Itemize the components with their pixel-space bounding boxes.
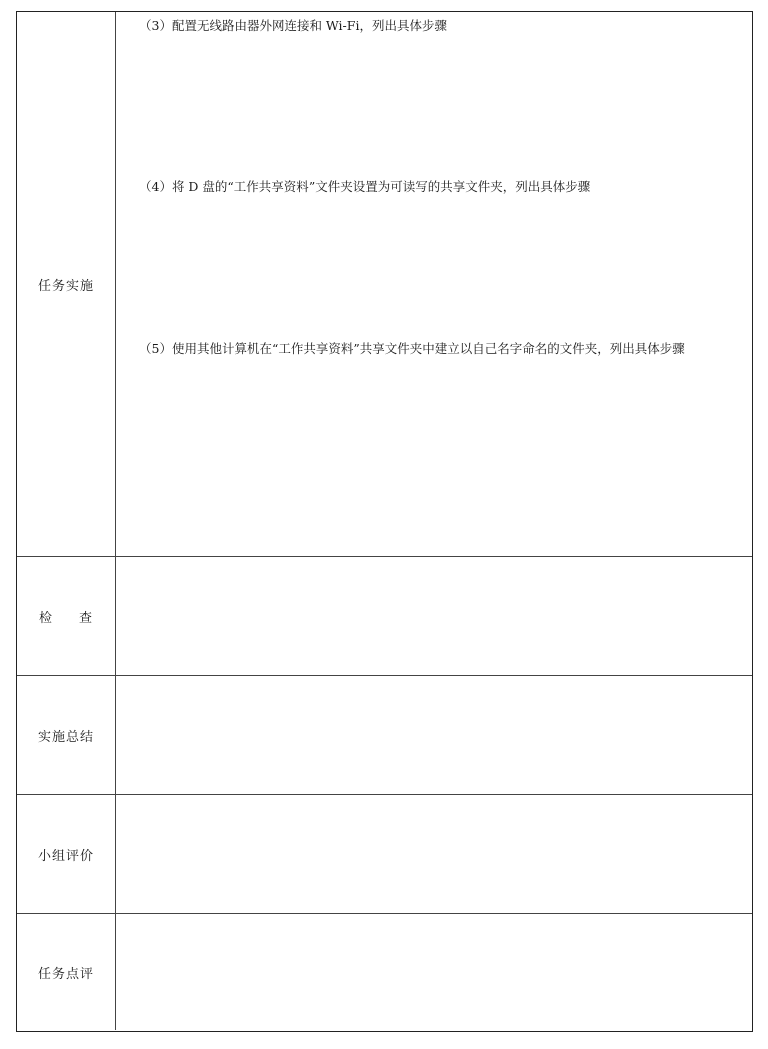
step-4-text: （4）将 D 盘的“工作共享资料”文件夹设置为可读写的共享文件夹，列出具体步骤 [139, 179, 591, 194]
task-review-label: 任务点评 [37, 966, 94, 982]
task-implementation-row [17, 12, 752, 556]
check-label-cell [17, 557, 116, 675]
implementation-summary-row [17, 675, 752, 794]
check-row [17, 556, 752, 675]
check-label-right: 查 [78, 610, 93, 626]
task-implementation-content-cell[interactable] [116, 12, 752, 556]
check-label-left: 检 [39, 610, 54, 626]
group-evaluation-label: 小组评价 [37, 848, 94, 864]
task-review-label-cell [17, 914, 116, 1030]
group-evaluation-content-cell[interactable] [116, 795, 752, 913]
task-review-content-cell[interactable] [116, 914, 752, 1030]
step-3-text: （3）配置无线路由器外网连接和 Wi-Fi，列出具体步骤 [139, 18, 447, 33]
task-implementation-label-cell [17, 12, 116, 556]
implementation-summary-label: 实施总结 [37, 729, 94, 745]
task-worksheet-table [16, 11, 753, 1032]
implementation-summary-content-cell[interactable] [116, 676, 752, 794]
group-evaluation-label-cell [17, 795, 116, 913]
task-review-row [17, 913, 752, 1030]
step-5-text: （5）使用其他计算机在“工作共享资料”共享文件夹中建立以自己名字命名的文件夹，列出具体步骤 [139, 341, 685, 356]
group-evaluation-row [17, 794, 752, 913]
task-implementation-label: 任务实施 [37, 278, 94, 294]
implementation-summary-label-cell [17, 676, 116, 794]
check-content-cell[interactable] [116, 557, 752, 675]
